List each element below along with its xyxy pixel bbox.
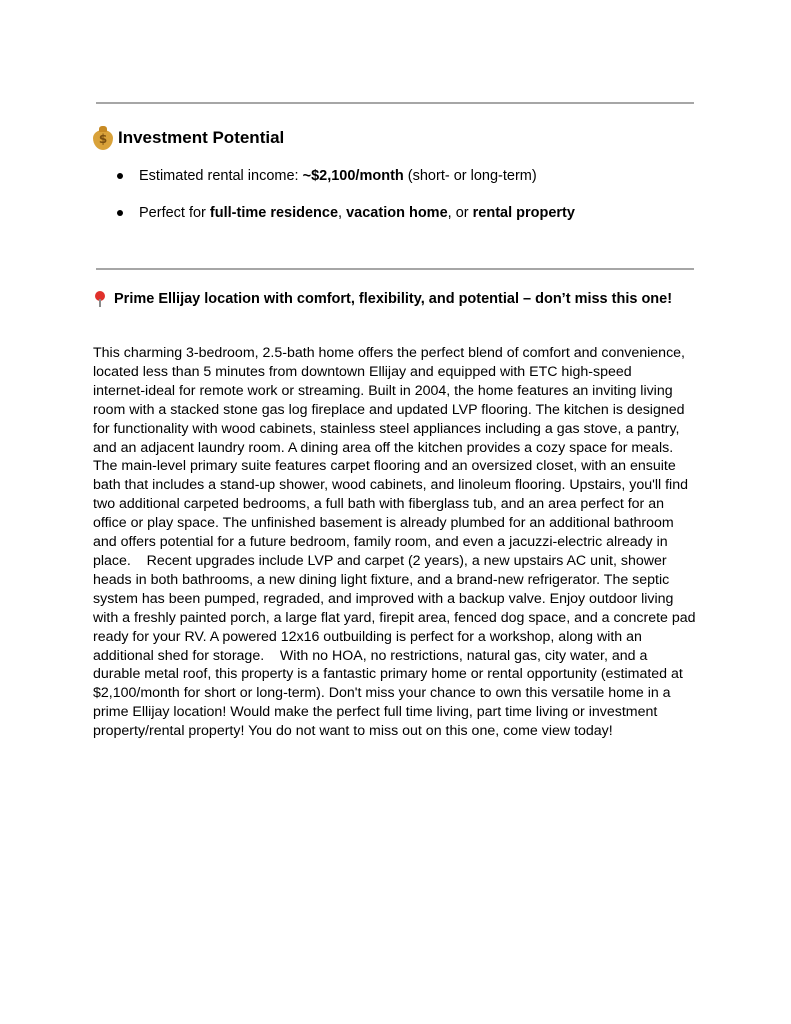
rental-income-note: (short- or long-term) xyxy=(403,168,537,184)
description-line: heads in both bathrooms, a new dining light fixture, and a brand-new refrigerator. The septic xyxy=(93,571,670,588)
horizontal-divider xyxy=(96,102,694,104)
description-line: and an adjacent laundry room. A dining area off the kitchen provides a cozy space for meals. xyxy=(93,439,674,456)
description-line: ready for your RV. A powered 12x16 outbuilding is perfect for a workshop, along with an xyxy=(93,628,642,645)
use-rental: rental property xyxy=(472,205,575,221)
description-line: bath that includes a stand-up shower, wood cabinets, and linoleum flooring. Upstairs, you'll find xyxy=(93,477,688,494)
separator: , xyxy=(338,205,347,221)
description-line: additional shed for storage. With no HOA, no restrictions, natural gas, city water, and a xyxy=(93,647,648,664)
description-line: durable metal roof, this property is a fantastic primary home or rental opportunity (estimated at xyxy=(93,666,683,683)
callout-text: Prime Ellijay location with comfort, flexibility, and potential – don’t miss this one! xyxy=(114,291,673,307)
description-line: and offers potential for a future bedroom, family room, and even a jacuzzi-electric already in xyxy=(93,534,668,551)
list-item xyxy=(115,166,575,186)
description-line: prime Ellijay location! Would make the perfect full time living, part time living or investment xyxy=(93,704,658,721)
description-line: for functionality with wood cabinets, stainless steel appliances including a gas stove, a pantry, xyxy=(93,420,680,437)
use-full-time: full-time residence xyxy=(209,205,339,221)
description-line: two additional carpeted bedrooms, a full bath with fiberglass tub, and an area perfect for an xyxy=(93,496,664,513)
description-line: system has been pumped, regraded, and improved with a backup valve. Enjoy outdoor living xyxy=(93,590,674,607)
description-line: $2,100/month for short or long-term). Don't miss your chance to own this versatile home in a xyxy=(93,685,671,702)
investment-bullet-list xyxy=(115,166,575,223)
description-line: The main-level primary suite features carpet flooring and an oversized closet, with an ensuite xyxy=(93,458,676,475)
pushpin-icon xyxy=(94,291,106,307)
rental-income-value: ~$2,100/month xyxy=(302,168,404,184)
horizontal-divider xyxy=(96,268,694,270)
rental-income-label: Estimated rental income: xyxy=(139,168,303,184)
description-line: place. Recent upgrades include LVP and carpet (2 years), a new upstairs AC unit, shower xyxy=(93,552,667,569)
list-item xyxy=(115,203,575,223)
description-line: office or play space. The unfinished basement is already plumbed for an additional bathroom xyxy=(93,515,674,532)
use-vacation: vacation home xyxy=(346,205,448,221)
description-line: This charming 3-bedroom, 2.5-bath home offers the perfect blend of comfort and convenience, xyxy=(93,345,686,361)
description-line: with a freshly painted porch, a large flat yard, firepit area, fenced dog space, and a concrete pad xyxy=(93,609,696,626)
perfect-for-label: Perfect for xyxy=(139,205,210,221)
section-heading xyxy=(93,128,284,148)
section-title: Investment Potential xyxy=(118,128,285,147)
money-bag-icon xyxy=(93,130,113,150)
separator: , or xyxy=(447,205,473,221)
callout-line xyxy=(94,291,672,307)
description-line: internet-ideal for remote work or streaming. Built in 2004, the home features an inviting living xyxy=(93,382,673,399)
property-description xyxy=(93,344,703,741)
bullet-icon xyxy=(117,173,123,179)
description-line: property/rental property! You do not want to miss out on this one, come view today! xyxy=(93,723,613,740)
bullet-icon xyxy=(117,210,123,216)
description-line: room with a stacked stone gas log fireplace and updated LVP flooring. The kitchen is designed xyxy=(93,401,685,418)
description-line: located less than 5 minutes from downtown Ellijay and equipped with ETC high-speed xyxy=(93,363,632,380)
